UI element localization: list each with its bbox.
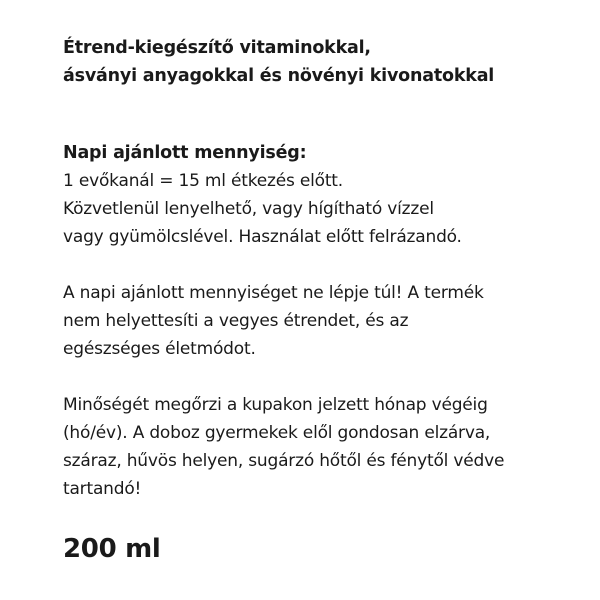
warning-text	[63, 279, 583, 363]
storage-line: tartandó!	[63, 479, 142, 499]
dosage-line: vagy gyümölcslével. Használat előtt felrázandó.	[63, 227, 462, 247]
storage-text	[63, 391, 583, 503]
dosage-text	[63, 167, 583, 251]
dosage-heading: Napi ajánlott mennyiség:	[63, 143, 307, 163]
dosage-line: 1 evőkanál = 15 ml étkezés előtt.	[63, 171, 343, 191]
product-label	[63, 34, 583, 503]
storage-line: száraz, hűvös helyen, sugárzó hőtől és fénytől védve	[63, 451, 505, 471]
product-description-title	[63, 34, 583, 90]
warning-line: egészséges életmódot.	[63, 339, 256, 359]
title-line: ásványi anyagokkal és növényi kivonatokkal	[63, 66, 495, 86]
warning-line: nem helyettesíti a vegyes étrendet, és az	[63, 311, 409, 331]
volume-label: 200 ml	[63, 534, 161, 564]
dosage-line: Közvetlenül lenyelhető, vagy hígítható vízzel	[63, 199, 434, 219]
title-line: Étrend-kiegészítő vitaminokkal,	[63, 38, 371, 58]
storage-line: Minőségét megőrzi a kupakon jelzett hónap végéig	[63, 395, 488, 415]
storage-line: (hó/év). A doboz gyermekek elől gondosan elzárva,	[63, 423, 491, 443]
warning-line: A napi ajánlott mennyiséget ne lépje túl! A termék	[63, 283, 484, 303]
